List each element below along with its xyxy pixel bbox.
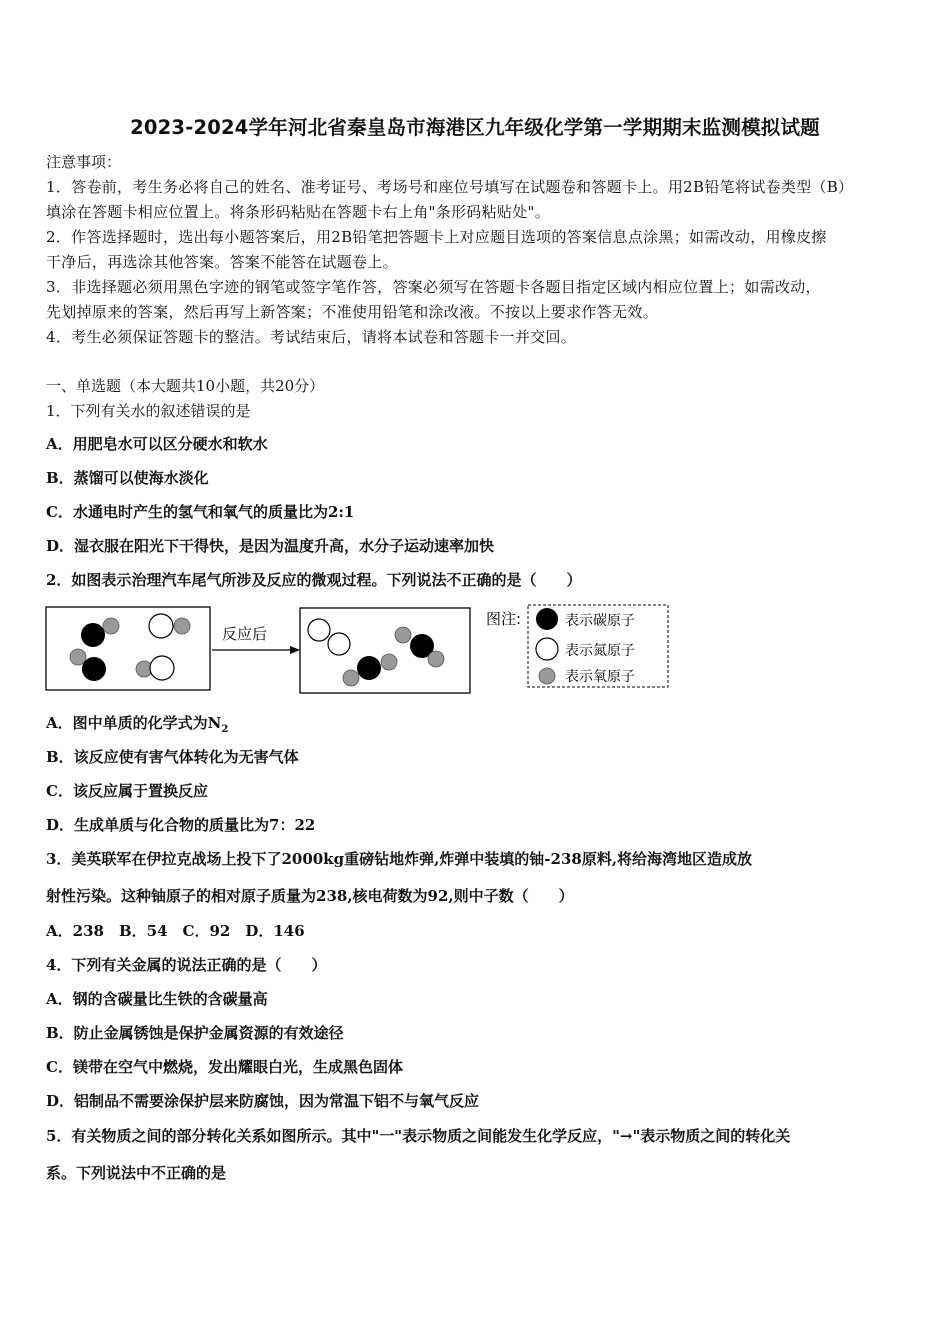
notice-line: 填涂在答题卡相应位置上。将条形码粘贴在答题卡右上角"条形码粘贴处"。 [46, 203, 551, 221]
q1-option-d: D．湿衣服在阳光下干得快，是因为温度升高，水分子运动速率加快 [46, 537, 495, 555]
legend-carbon-swatch [536, 608, 558, 630]
reaction-diagram [44, 602, 674, 698]
q4-option-c: C．镁带在空气中燃烧，发出耀眼白光，生成黑色固体 [46, 1058, 403, 1076]
q2-option-a: A．图中单质的化学式为$N_2$ [46, 714, 229, 735]
notice-line: 2．作答选择题时，选出每小题答案后，用2B铅笔把答题卡上对应题目选项的答案信息点涂黑；如需改动，用橡皮擦 [46, 228, 827, 246]
q2-option-d: D．生成单质与化合物的质量比为7：22 [46, 816, 316, 834]
carbon-atom [81, 623, 105, 647]
question-5-stem-line2: 系。下列说法中不正确的是 [46, 1164, 227, 1182]
oxygen-atom [428, 651, 444, 667]
oxygen-atom [70, 649, 86, 665]
question-1-stem: 1．下列有关水的叙述错误的是 [46, 402, 251, 420]
legend-carbon-label: 表示碳原子 [565, 613, 635, 629]
question-3-stem-line1: 3．美英联军在伊拉克战场上投下了2000kg重磅钻地炸弹,炸弹中装填的铀-238原料,将给海湾地区造成放 [46, 850, 753, 868]
legend-title: 图注: [486, 610, 522, 628]
legend-oxygen-swatch [539, 668, 555, 684]
oxygen-atom [103, 618, 119, 634]
notice-line: 1．答卷前，考生务必将自己的姓名、准考证号、考场号和座位号填写在试题卷和答题卡上。用2B铅笔将试卷类型（B） [46, 178, 854, 196]
carbon-atom [82, 657, 106, 681]
question-4-stem: 4．下列有关金属的说法正确的是（ ） [46, 956, 327, 974]
q1-option-c: C．水通电时产生的氢气和氧气的质量比为2:1 [46, 503, 355, 521]
notice-line: 4．考生必须保证答题卡的整洁。考试结束后，请将本试卷和答题卡一并交回。 [46, 328, 577, 346]
arrow-label: 反应后 [222, 625, 268, 643]
q2-option-b: B．该反应使有害气体转化为无害气体 [46, 748, 299, 766]
oxygen-atom [174, 618, 190, 634]
oxygen-atom [395, 627, 411, 643]
nitrogen-atom [308, 619, 330, 641]
q1-option-a: A．用肥皂水可以区分硬水和软水 [46, 435, 268, 453]
nitrogen-atom [328, 633, 350, 655]
legend-nitrogen-swatch [536, 638, 558, 660]
oxygen-atom [343, 670, 359, 686]
carbon-atom [357, 656, 381, 680]
oxygen-atom [381, 654, 397, 670]
question-3-stem-line2: 射性污染。这种铀原子的相对原子质量为238,核电荷数为92,则中子数（ ） [46, 887, 574, 905]
nitrogen-atom [150, 656, 174, 680]
q4-option-d: D．铝制品不需要涂保护层来防腐蚀，因为常温下铝不与氧气反应 [46, 1092, 480, 1110]
notice-heading: 注意事项： [46, 153, 122, 171]
q4-option-a: A．钢的含碳量比生铁的含碳量高 [46, 990, 268, 1008]
question-2-stem: 2．如图表示治理汽车尾气所涉及反应的微观过程。下列说法不正确的是（ ） [46, 571, 582, 589]
q2-option-c: C．该反应属于置换反应 [46, 782, 208, 800]
q4-option-b: B．防止金属锈蚀是保护金属资源的有效途径 [46, 1024, 344, 1042]
q3-options: A．238 B．54 C．92 D．146 [46, 922, 305, 940]
nitrogen-atom [149, 614, 173, 638]
notice-line: 先划掉原来的答案，然后再写上新答案；不准使用铅笔和涂改液。不按以上要求作答无效。 [46, 303, 659, 321]
page-title: 2023-2024学年河北省秦皇岛市海港区九年级化学第一学期期末监测模拟试题 [130, 116, 820, 139]
q1-option-b: B．蒸馏可以使海水淡化 [46, 469, 209, 487]
section-heading: 一、单选题（本大题共10小题，共20分） [46, 377, 325, 395]
legend-nitrogen-label: 表示氮原子 [565, 643, 635, 659]
notice-line: 干净后，再选涂其他答案。答案不能答在试题卷上。 [46, 253, 398, 271]
question-5-stem-line1: 5．有关物质之间的部分转化关系如图所示。其中"一"表示物质之间能发生化学反应，"→"表示物质之间的转化关 [46, 1127, 791, 1145]
reaction-arrow-head [290, 646, 300, 654]
legend-oxygen-label: 表示氧原子 [565, 669, 635, 685]
notice-line: 3．非选择题必须用黑色字迹的钢笔或签字笔作答，答案必须写在答题卡各题目指定区域内相应位置上；如需改动， [46, 278, 821, 296]
